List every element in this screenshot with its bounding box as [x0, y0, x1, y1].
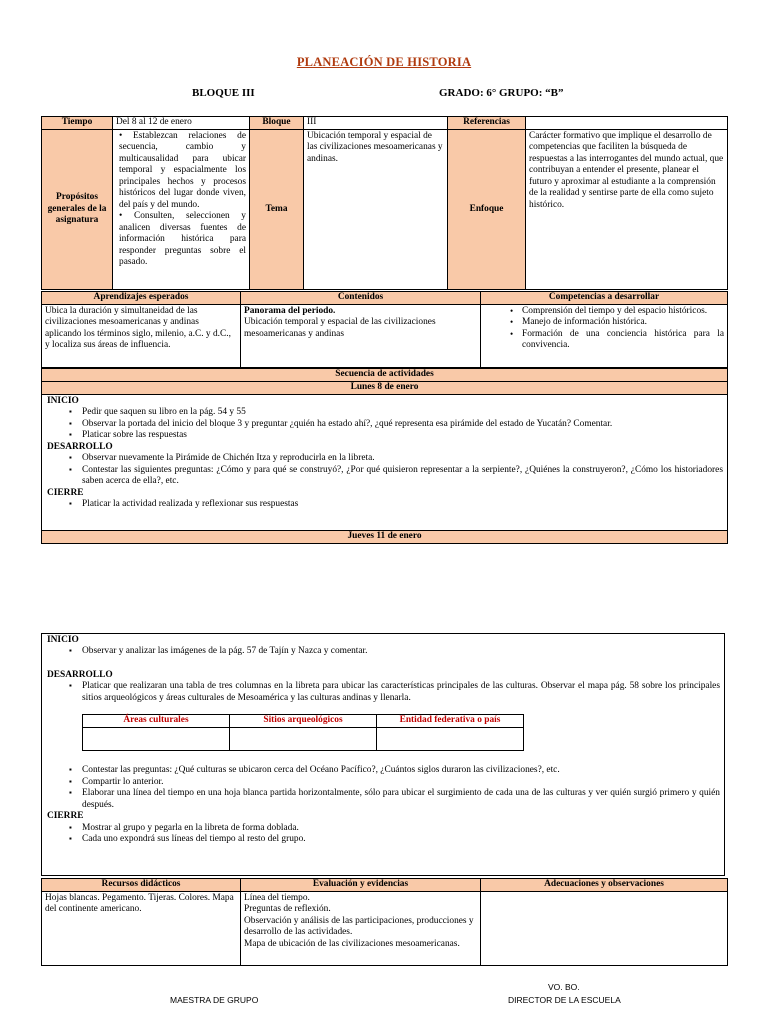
secuencia-label: Secuencia de actividades: [42, 369, 728, 382]
referencias-value: [526, 117, 728, 130]
evaluacion-line: Línea del tiempo.: [244, 893, 310, 903]
evaluacion-cell: [241, 892, 481, 966]
grado-grupo-heading: GRADO: 6° GRUPO: “B”: [439, 87, 564, 99]
evaluacion-label: Evaluación y evidencias: [241, 879, 481, 892]
aprendizajes-label: Aprendizajes esperados: [42, 292, 241, 305]
activity-item: ▪ Contestar las siguientes preguntas: ¿Cómo y para qué se construyó?, ¿Por qué quisieron representar a la serpiente?, ¿Quiénes la construyeron?, ¿Cómo los historiadores saben acerca de ella?, etc.: [82, 465, 723, 488]
day1-inicio-label: INICIO: [47, 396, 79, 406]
activity-item: ▪ Contestar las preguntas: ¿Qué culturas se ubicaron cerca del Océano Pacífico?, ¿Cuántos siglos duraron las civilizaciones?, etc.: [82, 765, 720, 776]
recursos-table: [41, 878, 728, 966]
contenidos-title: Panorama del periodo.: [244, 306, 336, 316]
mini-header-areas: Áreas culturales: [83, 715, 230, 728]
adecuaciones-label: Adecuaciones y observaciones: [481, 879, 728, 892]
activity-item: ▪ Platicar la actividad realizada y reflexionar sus respuestas: [82, 499, 723, 510]
day2-desarrollo-label: DESARROLLO: [47, 669, 113, 680]
activity-item: ▪ Platicar sobre las respuestas: [82, 430, 723, 441]
tema-label: Tema: [250, 130, 304, 290]
mini-header-sitios: Sitios arqueológicos: [230, 715, 377, 728]
contenidos-cell: [241, 305, 481, 368]
adecuaciones-value: [481, 892, 728, 966]
mini-cell: [377, 728, 524, 751]
tema-value: Ubicación temporal y espacial de las civilizaciones mesoamericanas y andinas.: [304, 130, 448, 290]
day1-cierre-label: CIERRE: [47, 487, 84, 498]
activity-item: ▪ Observar nuevamente la Pirámide de Chichén Itza y reproducirla en la libreta.: [82, 453, 723, 464]
activity-item: ▪ Pedir que saquen su libro en la pág. 54 y 55: [82, 407, 723, 418]
mini-cell: [83, 728, 230, 751]
enfoque-value: Carácter formativo que implique el desarrollo de competencias que faciliten la búsqueda de respuestas a las interrogantes del mundo actual, que contribuyan a entender el presente, planear el futuro y aproximar al estudiante a la comprensión de la realidad y sentirse parte de ella como sujeto histórico.: [526, 130, 728, 290]
tiempo-label: Tiempo: [42, 117, 113, 130]
bloque-label: Bloque: [250, 117, 304, 130]
bloque-value: III: [304, 117, 448, 130]
maestra-signature-label: MAESTRA DE GRUPO: [170, 995, 259, 1005]
planning-header-table: [41, 116, 728, 290]
activity-item: ▪ Compartir lo anterior.: [82, 777, 720, 788]
activity-item: ▪ Elaborar una línea del tiempo en una hoja blanca partida horizontalmente, sólo para ubicar el surgimiento de cada una de las culturas y ver quién surgió primero y quién después.: [82, 788, 720, 811]
evaluacion-line: Preguntas de reflexión.: [244, 904, 331, 915]
director-signature-label: DIRECTOR DE LA ESCUELA: [508, 995, 621, 1005]
competencia-item: • Comprensión del tiempo y del espacio históricos.: [522, 306, 724, 317]
secuencia-table: [41, 368, 728, 544]
propositos-label: Propósitos generales de la asignatura: [42, 130, 113, 290]
mini-cell: [230, 728, 377, 751]
day2-inicio-label: INICIO: [47, 635, 79, 645]
day1-activities: [42, 395, 728, 531]
evaluacion-line: Mapa de ubicación de las civilizaciones mesoamericanas.: [244, 938, 460, 949]
day2-label: Jueves 11 de enero: [42, 531, 728, 544]
bloque-heading: BLOQUE III: [192, 87, 255, 99]
contenidos-value: Ubicación temporal y espacial de las civilizaciones mesoamericanas y andinas: [244, 317, 436, 339]
activity-item: ▪ Observar la portada del inicio del bloque 3 y preguntar ¿quién ha estado ahí?, ¿qué representa esa pirámide del estado de Yucatán? Comentar.: [82, 419, 723, 430]
activity-item: ▪ Cada uno expondrá sus líneas del tiempo al resto del grupo.: [82, 834, 720, 845]
referencias-label: Referencias: [448, 117, 526, 130]
proposito-item: Establezcan relaciones de secuencia, cambio y multicausalidad para ubicar temporal y espacialmente los principales hechos y procesos históricos del lugar donde viven, del país y del mundo.: [119, 131, 246, 210]
vobo-label: VO. BO.: [548, 982, 580, 992]
culturas-table: [82, 714, 524, 751]
contenidos-label: Contenidos: [241, 292, 481, 305]
propositos-cell: • Establezcan relaciones de secuencia, cambio y multicausalidad para ubicar temporal y espacialmente los principales hechos y procesos históricos del lugar donde viven, del país y del mundo. • Consulten, seleccionen y analicen diversas fuentes de información histórica para responder preguntas sobre el pasado.: [113, 130, 250, 290]
competencia-item: • Formación de una conciencia histórica para la convivencia.: [522, 329, 724, 352]
aprendizajes-table: [41, 291, 728, 368]
document-title: PLANEACIÓN DE HISTORIA: [296, 55, 472, 69]
day2-cierre-label: CIERRE: [47, 811, 84, 822]
activity-item: ▪ Observar y analizar las imágenes de la pág. 57 de Tajín y Nazca y comentar.: [82, 646, 720, 657]
proposito-item: Consulten, seleccionen y analicen diversas fuentes de información histórica para responder preguntas sobre el pasado.: [119, 211, 246, 268]
enfoque-label: Enfoque: [448, 130, 526, 290]
day1-label: Lunes 8 de enero: [42, 382, 728, 395]
day2-activities: [41, 633, 725, 876]
day1-desarrollo-label: DESARROLLO: [47, 441, 113, 452]
competencia-item: • Manejo de información histórica.: [522, 317, 724, 328]
evaluacion-line: Observación y análisis de las participaciones, producciones y desarrollo de las actividades.: [244, 915, 474, 938]
mini-header-entidad: Entidad federativa o país: [377, 715, 524, 728]
recursos-value: Hojas blancas. Pegamento. Tijeras. Colores. Mapa del continente americano.: [42, 892, 241, 966]
activity-item: ▪ Mostrar al grupo y pegarla en la libreta de forma doblada.: [82, 823, 720, 834]
competencias-label: Competencias a desarrollar: [481, 292, 728, 305]
aprendizajes-value: Ubica la duración y simultaneidad de las civilizaciones mesoamericanas y andinas aplicando los términos siglo, milenio, a.C. y d.C., y localiza sus áreas de influencia.: [42, 305, 241, 368]
tiempo-value: Del 8 al 12 de enero: [113, 117, 250, 130]
activity-item: ▪ Platicar que realizaran una tabla de tres columnas en la libreta para ubicar las características principales de las culturas. Observar el mapa pág. 58 sobre los principales sitios arqueológicos y áreas culturales de Mesoamérica y las culturas andinas y llenarla.: [82, 681, 720, 704]
competencias-cell: [481, 305, 728, 368]
recursos-label: Recursos didácticos: [42, 879, 241, 892]
